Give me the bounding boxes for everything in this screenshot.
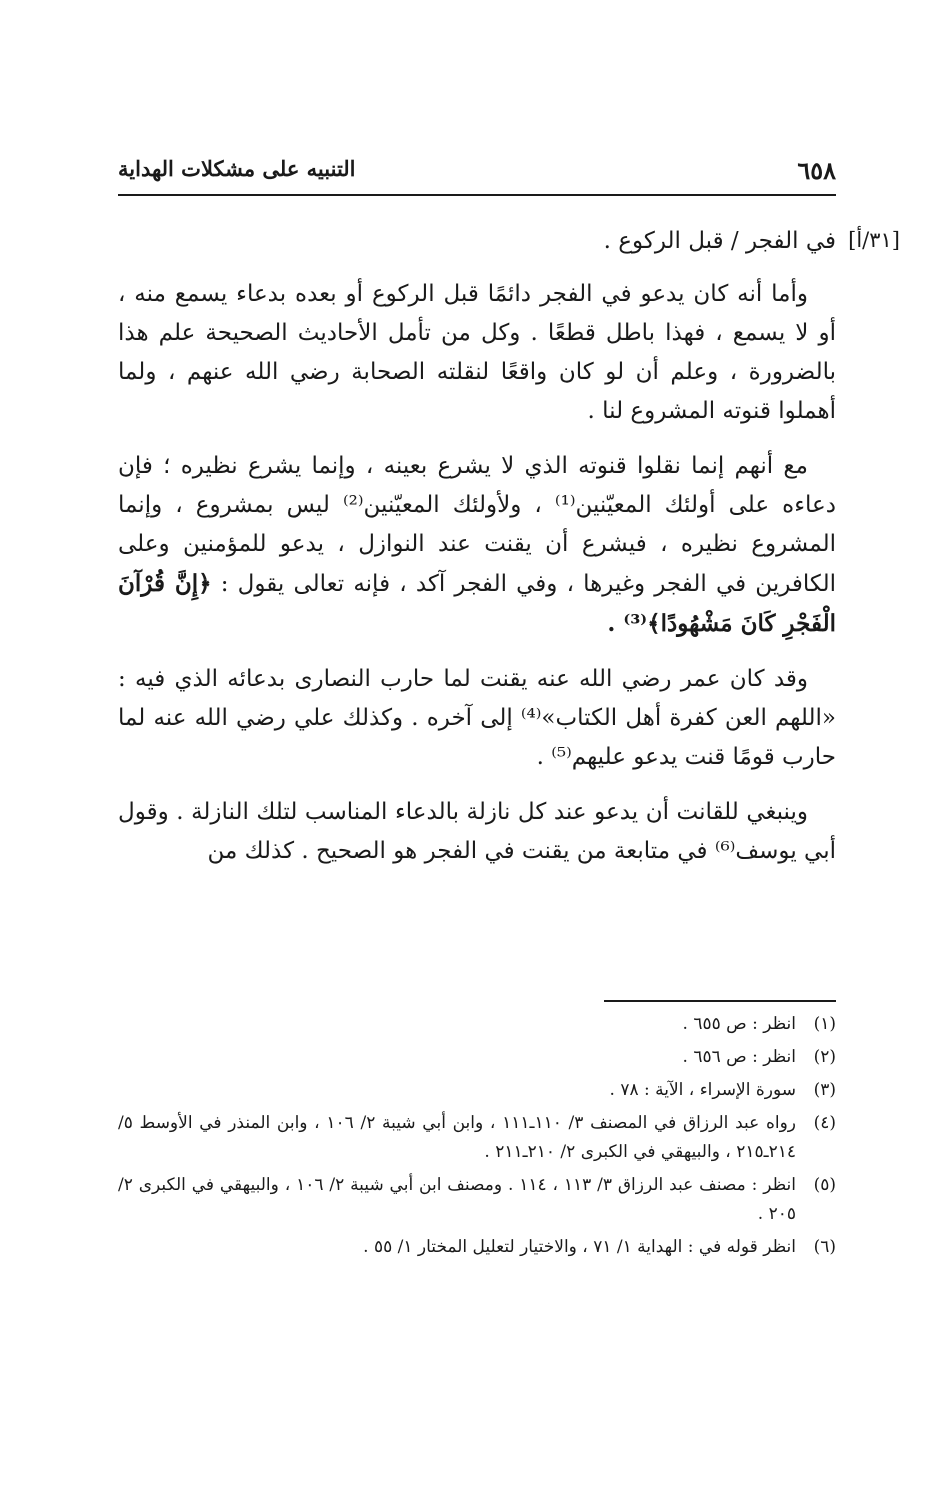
- footnote-text: رواه عبد الرزاق في المصنف ٣/ ١١٠ـ١١١ ، وابن أبي شيبة ٢/ ١٠٦ ، وابن المنذر في الأوسط ٥/ ٢١٤ـ٢١٥ ، والبيهقي في الكبرى ٢/ ٢١٠ـ٢١١ .: [118, 1113, 796, 1162]
- paragraph-1: في الفجر / قبل الركوع .: [603, 228, 836, 254]
- header-rule: [118, 194, 836, 196]
- footnote-number: (٤): [813, 1113, 836, 1133]
- footnote: [118, 1171, 836, 1229]
- footnote-number: (١): [813, 1014, 836, 1034]
- footnote-number: (٢): [813, 1047, 836, 1067]
- footnote-text: سورة الإسراء ، الآية : ٧٨ .: [609, 1080, 796, 1100]
- paragraph-4: وقد كان عمر رضي الله عنه يقنت لما حارب النصارى بدعائه الذي فيه : «اللهم العن كفرة أهل الكتاب»⁽⁴⁾ إلى آخره . وكذلك علي رضي الله عنه لما حارب قومًا قنت يدعو عليهم⁽⁵⁾ .: [118, 666, 836, 770]
- page-header: [118, 150, 836, 190]
- running-title: التنبيه على مشكلات الهداية: [118, 156, 356, 181]
- footnote: [118, 1076, 836, 1105]
- footnote-text: انظر : ص ٦٥٦ .: [682, 1047, 796, 1067]
- manuscript-folio-ref: [٣١/أ]: [848, 228, 900, 252]
- footnote-text: انظر : مصنف عبد الرزاق ٣/ ١١٣ ، ١١٤ . ومصنف ابن أبي شيبة ٢/ ١٠٦ ، والبيهقي في الكبرى ٢/ ٢٠٥ .: [118, 1175, 796, 1224]
- paragraph-3-text: مع أنهم إنما نقلوا قنوته الذي لا يشرع بعينه ، وإنما يشرع نظيره ؛ فإن دعاءه على أولئك المعيّنين⁽¹⁾ ، ولأولئك المعيّنين⁽²⁾ ليس بمشروع ، وإنما المشروع نظيره ، فيشرع أن يقنت عند النوازل ، يدعو للمؤمنين وعلى الكافرين في الفجر وغيرها ، وفي الفجر آكد ، فإنه تعالى يقول :: [118, 453, 837, 597]
- paragraph-3: [118, 447, 836, 644]
- footnote-number: (٣): [813, 1080, 836, 1100]
- footnote-text: انظر : ص ٦٥٥ .: [682, 1014, 796, 1034]
- footnotes: [118, 1010, 836, 1266]
- quran-verse: ﴿إِنَّ قُرْآنَ الْفَجْرِ كَانَ مَشْهُودًا﴾⁽³⁾ .: [118, 570, 836, 637]
- footnote: [118, 1043, 836, 1072]
- footnote: [118, 1233, 836, 1262]
- page-number: ٦٥٨: [797, 156, 836, 185]
- footnote: [118, 1010, 836, 1039]
- footnote-text: انظر قوله في : الهداية ١/ ٧١ ، والاختيار لتعليل المختار ١/ ٥٥ .: [363, 1237, 796, 1257]
- paragraph-2: وأما أنه كان يدعو في الفجر دائمًا قبل الركوع أو بعده بدعاء يسمع منه ، أو لا يسمع ، فهذا باطل قطعًا . وكل من تأمل الأحاديث الصحيحة علم هذا بالضرورة ، وعلم أن لو كان واقعًا لنقلته الصحابة رضي الله عنهم ، ولما أهملوا قنوته المشروع لنا .: [118, 281, 836, 424]
- footnote-number: (٦): [813, 1237, 836, 1257]
- main-text: [118, 222, 836, 887]
- paragraph-5: وينبغي للقانت أن يدعو عند كل نازلة بالدعاء المناسب لتلك النازلة . وقول أبي يوسف⁽⁶⁾ في متابعة من يقنت في الفجر هو الصحيح . كذلك من: [118, 799, 836, 864]
- footnote: [118, 1109, 836, 1167]
- footnote-rule: [604, 1000, 836, 1002]
- footnote-number: (٥): [813, 1175, 836, 1195]
